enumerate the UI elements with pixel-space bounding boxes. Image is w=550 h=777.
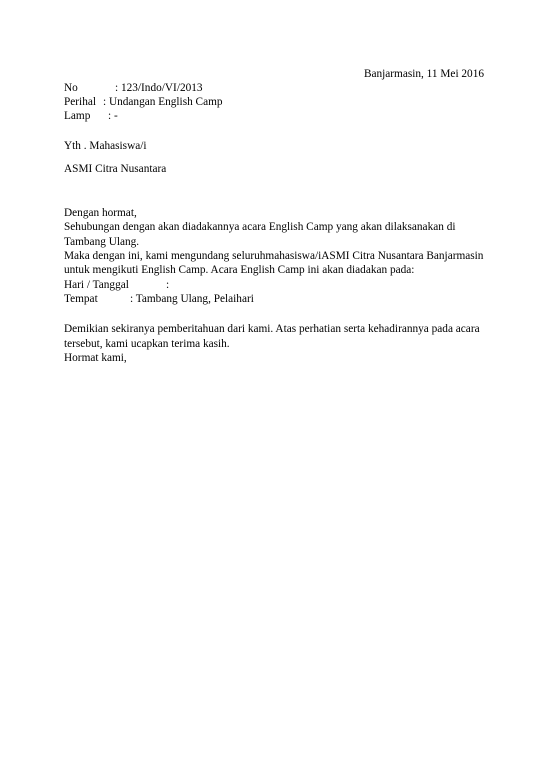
body-line-3: Maka dengan ini, kami mengundang seluruhmahasiswa/iASMI Citra Nusantara Banjarmasin xyxy=(64,250,484,262)
body-line-4: untuk mengikuti English Camp. Acara English Camp ini akan diadakan pada: xyxy=(64,264,415,276)
body-line-2: Tambang Ulang. xyxy=(64,236,140,248)
greeting: Dengan hormat, xyxy=(64,207,137,219)
letter-subject-value: : Undangan English Camp xyxy=(103,96,223,108)
recipient-line-1: Yth . Mahasiswa/i xyxy=(64,140,147,152)
day-date-row xyxy=(64,278,169,292)
day-date-value: : xyxy=(166,279,170,291)
letter-number-value: : 123/Indo/VI/2013 xyxy=(115,82,203,94)
venue-value: : Tambang Ulang, Pelaihari xyxy=(130,293,254,305)
letter-attachment-row xyxy=(64,109,118,123)
venue-row xyxy=(64,292,254,306)
closing-line-2: tersebut, kami ucapkan terima kasih. xyxy=(64,338,230,350)
venue-label: Tempat xyxy=(64,293,98,305)
closing-line-3: Hormat kami, xyxy=(64,352,127,364)
letter-subject-label: Perihal xyxy=(64,96,96,108)
body-line-1: Sehubungan dengan akan diadakannya acara English Camp yang akan dilaksanakan di xyxy=(64,221,456,233)
place-date: Banjarmasin, 11 Mei 2016 xyxy=(363,68,484,80)
letter-attachment-label: Lamp xyxy=(64,110,91,122)
recipient-line-2: ASMI Citra Nusantara xyxy=(64,163,167,175)
letter-number-label: No xyxy=(64,82,78,94)
closing-line-1: Demikian sekiranya pemberitahuan dari kami. Atas perhatian serta kehadirannya pada acara xyxy=(64,323,480,335)
letter-attachment-value: : - xyxy=(108,110,118,122)
letter-number-row xyxy=(64,81,203,95)
day-date-label: Hari / Tanggal xyxy=(64,279,129,291)
letter-subject-row xyxy=(64,95,223,109)
